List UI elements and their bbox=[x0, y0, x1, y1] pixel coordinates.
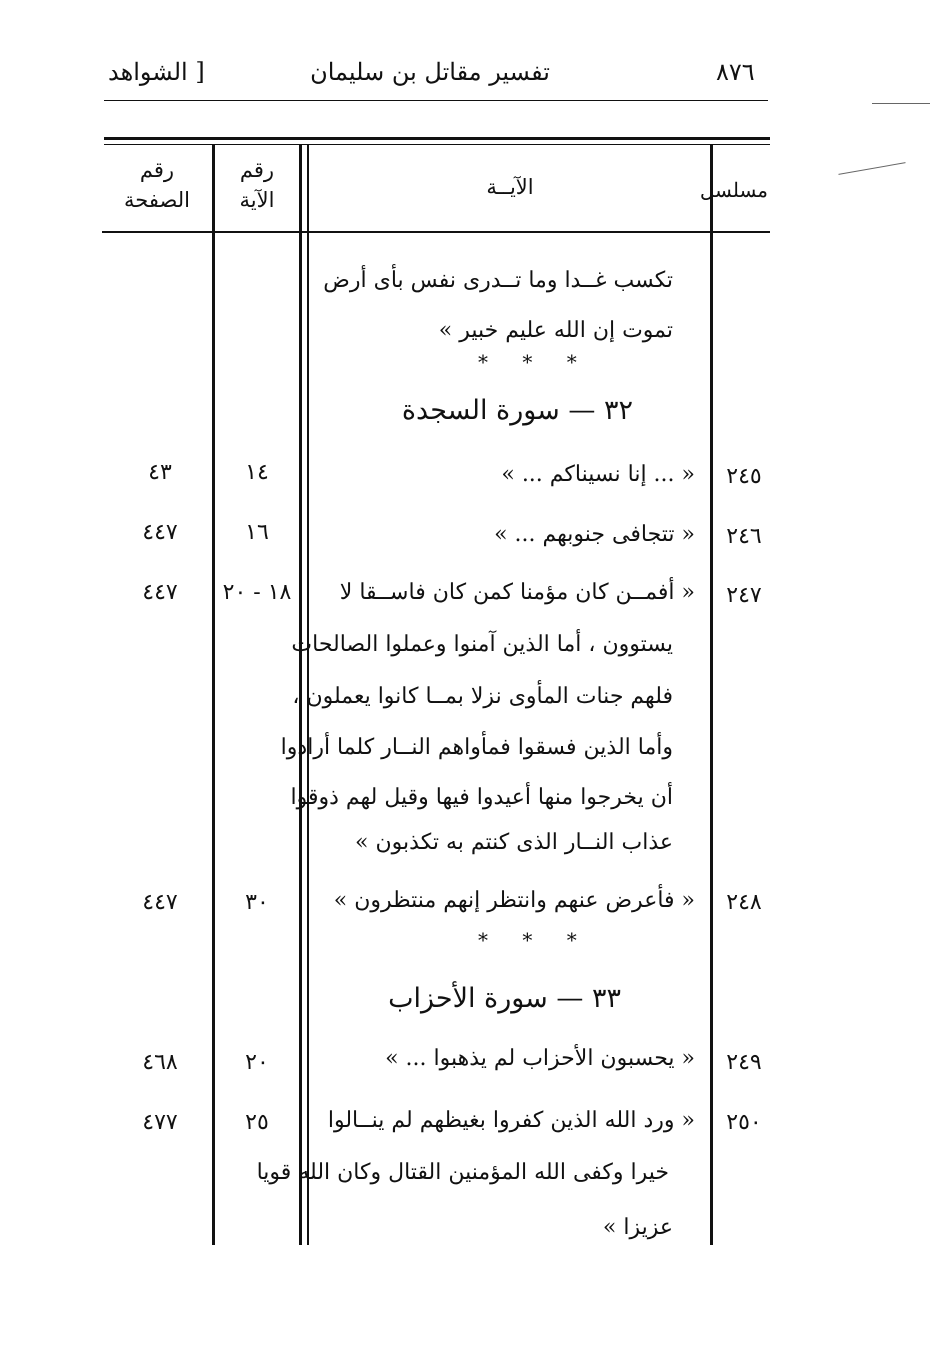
page-number-cell: ٤٤٧ bbox=[142, 890, 178, 915]
verse-number: ٢٠ bbox=[245, 1050, 269, 1075]
column-divider-1 bbox=[212, 145, 215, 1245]
margin-mark bbox=[872, 103, 930, 104]
serial-number: ٢٤٨ bbox=[726, 890, 762, 915]
verse-line: عزيزا » bbox=[602, 1215, 673, 1240]
column-head-verse: الآيــة bbox=[486, 175, 534, 199]
column-head-verse-number-line1: رقم bbox=[239, 158, 275, 182]
serial-number: ٢٤٧ bbox=[726, 583, 762, 608]
verse-line: يستوون ، أما الذين آمنوا وعملوا الصالحات bbox=[291, 632, 673, 657]
separator-stars: * * * bbox=[478, 928, 591, 952]
table-top-rule-thin bbox=[104, 144, 770, 145]
page-number-cell: ٤٧٧ bbox=[142, 1110, 178, 1135]
column-head-verse-number-line2: الآية bbox=[239, 188, 275, 212]
verse-line: تموت إن الله عليم خبير » bbox=[438, 318, 673, 343]
page-number-cell: ٤٤٧ bbox=[142, 520, 178, 545]
serial-number: ٢٤٦ bbox=[726, 524, 762, 549]
column-head-serial: مسلسل bbox=[699, 178, 768, 202]
verse-number: ٢٥ bbox=[245, 1110, 269, 1135]
verse-number: ١٨ - ٢٠ bbox=[222, 580, 292, 605]
surah-heading: ٣٣ — سورة الأحزاب bbox=[388, 983, 621, 1014]
verse-line: خيرا وكفى الله المؤمنين القتال وكان الله قويا bbox=[256, 1160, 669, 1185]
page-number-cell: ٤٤٧ bbox=[142, 580, 178, 605]
column-head-page-number-line2: الصفحة bbox=[124, 188, 190, 212]
verse-line: « فأعرض عنهم وانتظر إنهم منتظرون » bbox=[333, 888, 695, 913]
verse-line: « ... إنا نسيناكم ... » bbox=[501, 462, 695, 487]
serial-number: ٢٤٥ bbox=[726, 464, 762, 489]
book-title: تفسير مقاتل بن سليمان bbox=[310, 58, 550, 86]
verse-number: ١٤ bbox=[245, 460, 269, 485]
separator-stars: * * * bbox=[478, 350, 591, 374]
header-bottom-rule bbox=[102, 231, 770, 233]
verse-line: « ورد الله الذين كفروا بغيظهم لم ينــالوا bbox=[327, 1108, 695, 1133]
column-head-page-number bbox=[104, 155, 210, 215]
verse-line: تكسب غــدا وما تــدرى نفس بأى أرض bbox=[323, 268, 673, 293]
verse-line: فلهم جنات المأوى نزلا بمــا كانوا يعملون ، bbox=[292, 684, 673, 709]
serial-number: ٢٤٩ bbox=[726, 1050, 762, 1075]
page-number-cell: ٤٣ bbox=[148, 460, 172, 485]
margin-mark bbox=[838, 162, 905, 175]
table-top-rule-thick bbox=[104, 137, 770, 140]
page-number: ٨٧٦ bbox=[716, 58, 755, 86]
verse-line: « تتجافى جنوبهم ... » bbox=[494, 522, 695, 547]
column-head-page-number-line1: رقم bbox=[139, 158, 175, 182]
surah-heading: ٣٢ — سورة السجدة bbox=[401, 395, 633, 426]
verse-line: وأما الذين فسقوا فمأواهم النــار كلما أرادوا bbox=[280, 735, 673, 760]
verse-line: أن يخرجوا منها أعيدوا فيها وقيل لهم ذوقوا bbox=[290, 785, 673, 810]
section-name: [ الشواهد bbox=[108, 58, 205, 86]
verse-number: ٣٠ bbox=[245, 890, 269, 915]
verse-line: « أفمــن كان مؤمنا كمن كان فاســقا لا bbox=[339, 580, 695, 605]
verse-line: « يحسبون الأحزاب لم يذهبوا ... » bbox=[385, 1046, 695, 1071]
verse-line: عذاب النــار الذى كنتم به تكذبون » bbox=[355, 830, 673, 855]
column-divider-4 bbox=[710, 145, 713, 1245]
verse-number: ١٦ bbox=[245, 520, 269, 545]
column-head-verse-number bbox=[214, 155, 300, 215]
page-number-cell: ٤٦٨ bbox=[142, 1050, 178, 1075]
header-rule bbox=[104, 100, 768, 101]
serial-number: ٢٥٠ bbox=[726, 1110, 762, 1135]
